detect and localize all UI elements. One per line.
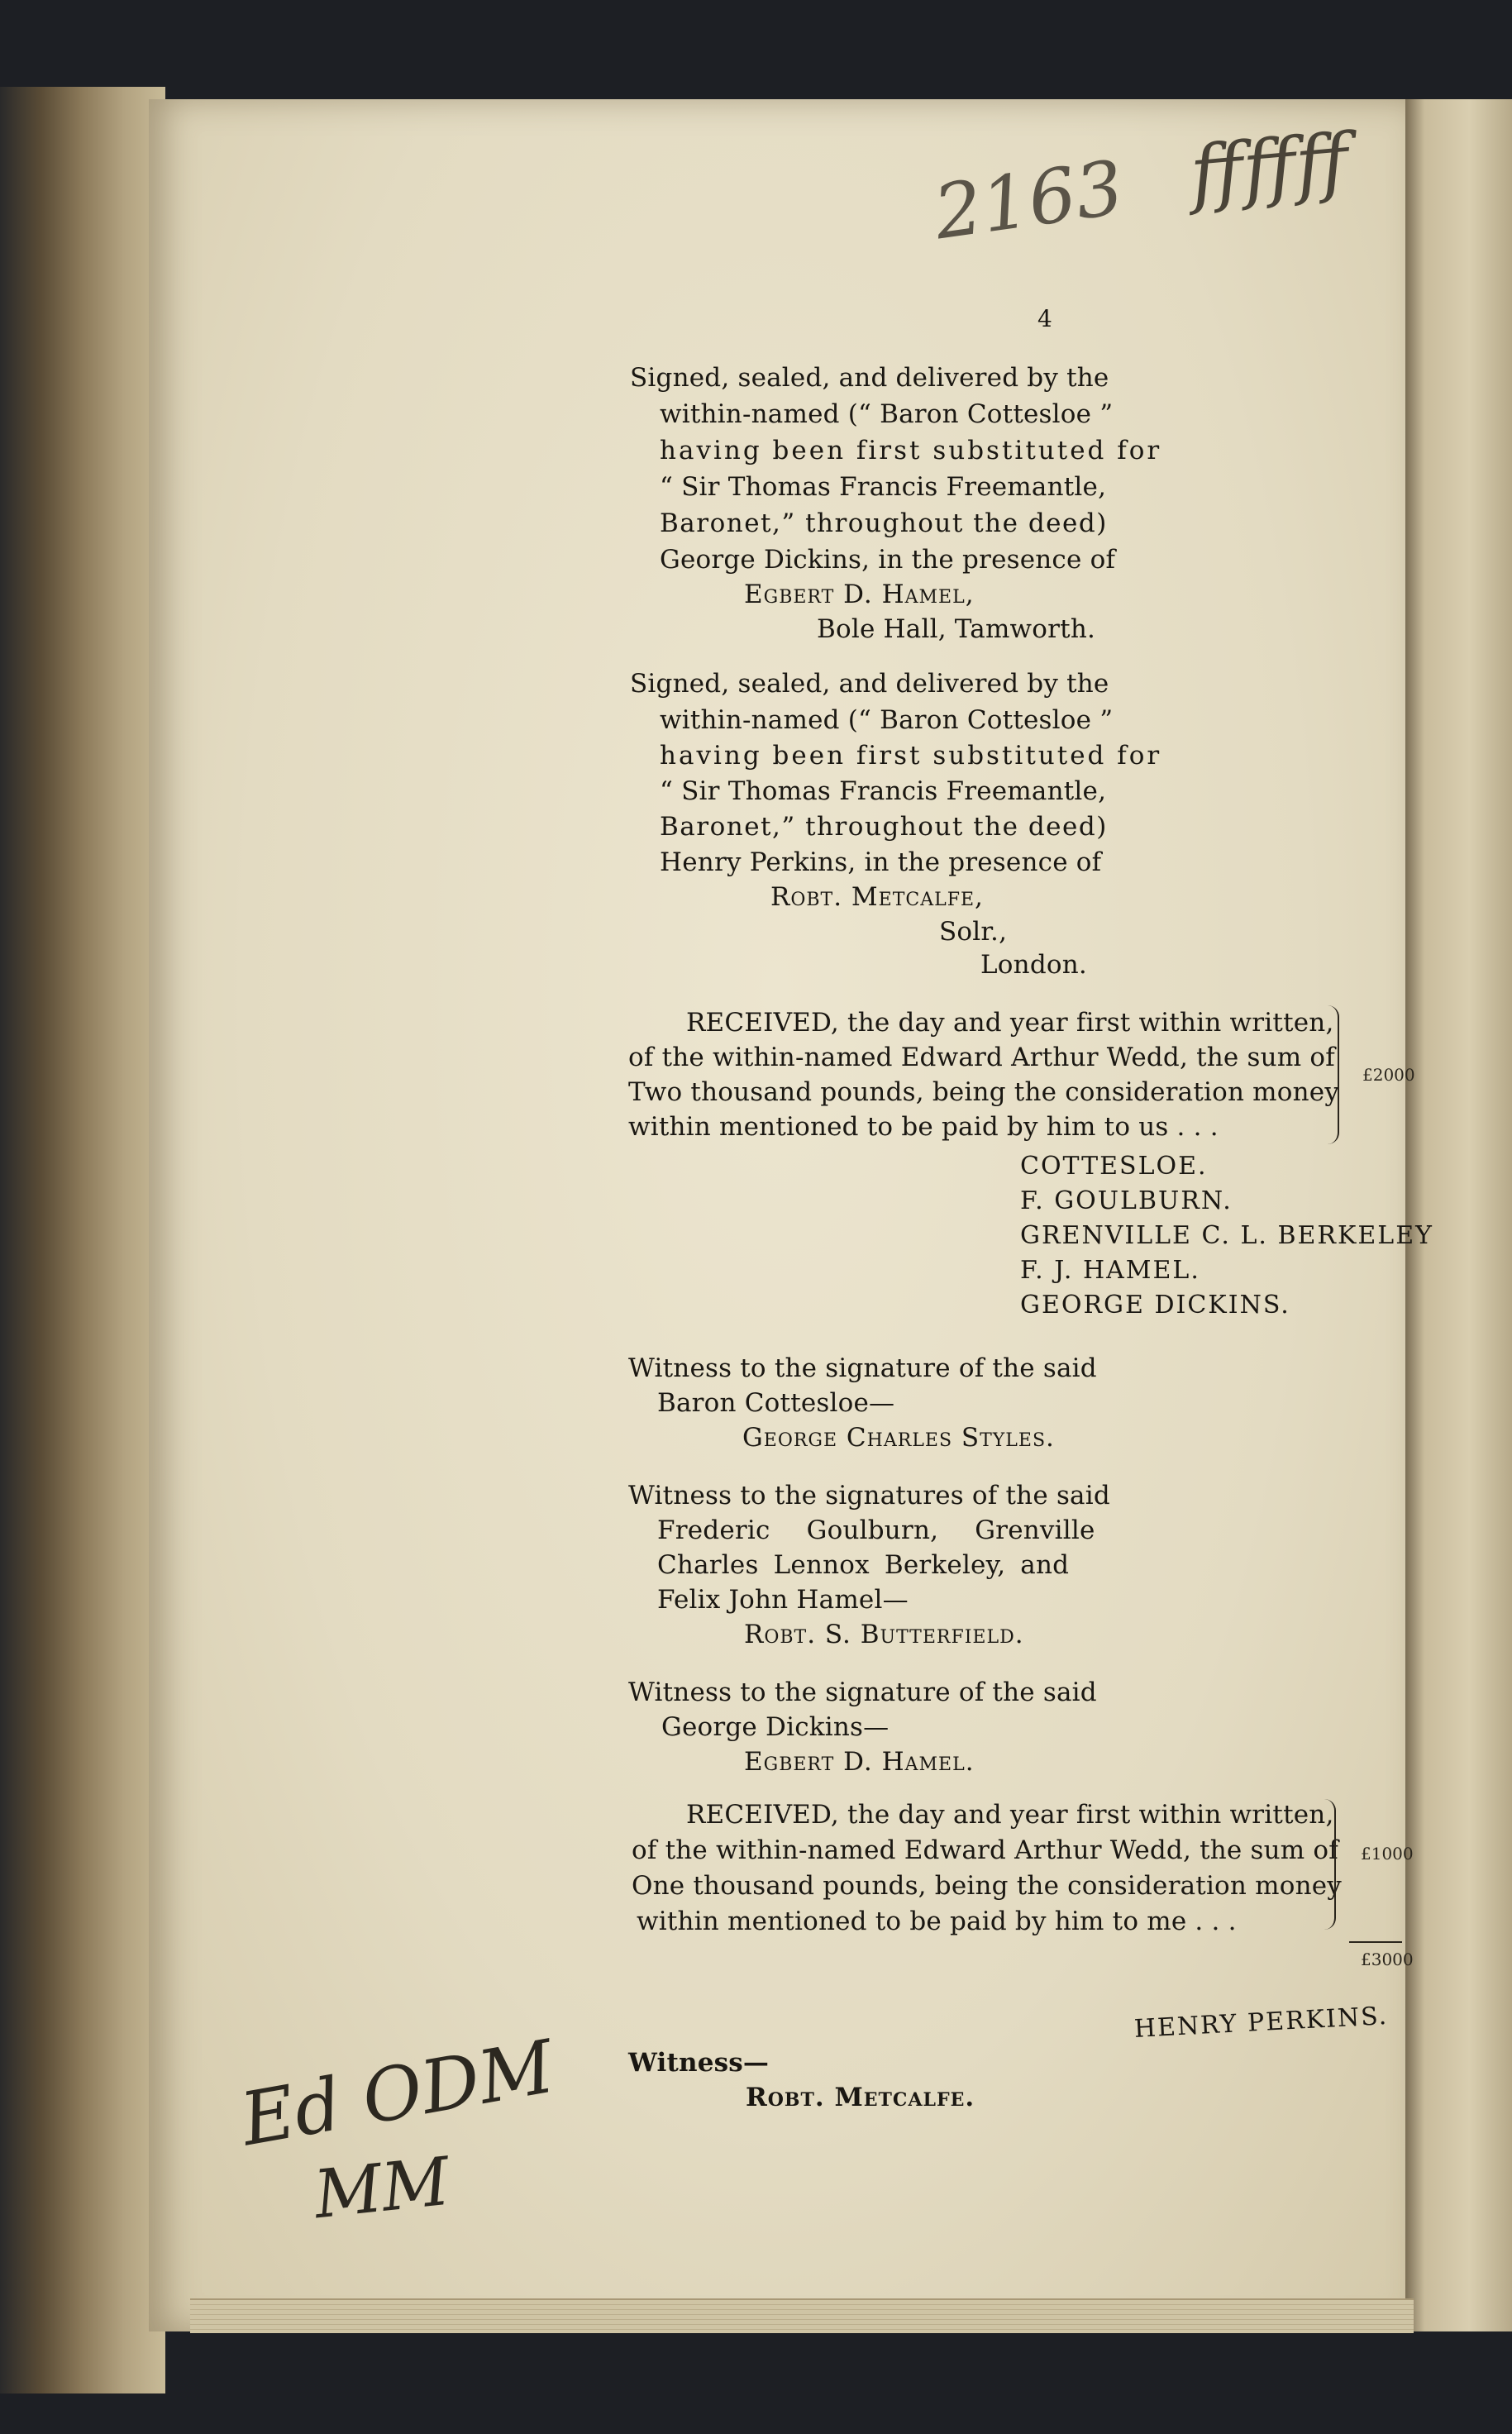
document-page [149,99,1405,2331]
block2-line: Signed, sealed, and delivered by the [630,669,1109,699]
block2-witness-city: London. [980,950,1087,980]
page-number: 4 [1037,305,1053,332]
signatory: F. GOULBURN. [1020,1186,1233,1215]
signatory: F. J. HAMEL. [1020,1256,1200,1285]
signatory: GEORGE DICKINS. [1020,1291,1290,1320]
block2-witness-title: Solr., [939,917,1008,947]
handwritten-initials-line1: Ed ODM [234,2023,560,2163]
block1-line: Signed, sealed, and delivered by the [630,363,1109,393]
witness2-name: Robt. S. Butterfield. [744,1620,1024,1649]
witness4-name: Robt. Metcalfe. [746,2083,975,2112]
receipt1-brace [1326,1005,1339,1144]
book-binding [0,87,165,2393]
witness3-line: Witness to the signature of the said [628,1678,1097,1707]
receipt2-line: RECEIVED, the day and year first within written, [686,1800,1334,1830]
witness2-line: Charles Lennox Berkeley, and [657,1550,1070,1580]
witness4-label: Witness— [628,2048,770,2078]
pencil-note-number: 2163 [928,144,1129,257]
receipt2-total: £3000 [1361,1950,1414,1969]
total-rule [1349,1941,1402,1943]
signatory: GRENVILLE C. L. BERKELEY [1020,1221,1433,1250]
block1-witness-name: Egbert D. Hamel, [744,580,975,609]
receipt1-line: of the within-named Edward Arthur Wedd, the sum of [628,1043,1335,1072]
block2-line: having been first substituted for [660,741,1162,771]
witness1-line: Baron Cottesloe— [657,1388,895,1418]
block2-line: Henry Perkins, in the presence of [660,847,1102,877]
page-stack-edges [190,2298,1414,2333]
receipt2-line: One thousand pounds, being the consideration money [632,1871,1343,1901]
receipt2-line: within mentioned to be paid by him to me . . . [637,1907,1237,1936]
block2-witness-name: Robt. Metcalfe, [770,882,984,912]
block2-line: within-named (“ Baron Cottesloe ” [660,705,1114,735]
receipt2-line: of the within-named Edward Arthur Wedd, the sum of [632,1835,1338,1865]
block2-line: Baronet,” throughout the deed) [660,812,1108,842]
block1-line: having been first substituted for [660,436,1162,465]
witness3-name: Egbert D. Hamel. [744,1747,975,1777]
next-page-edge [1405,99,1512,2331]
receipt1-line: within mentioned to be paid by him to us . . . [628,1112,1219,1142]
pencil-note-initials: ffffff [1186,117,1352,218]
block2-line: “ Sir Thomas Francis Freemantle, [660,776,1107,806]
signatory: COTTESLOE. [1020,1152,1208,1181]
receipt1-line: RECEIVED, the day and year first within written, [686,1008,1334,1038]
receipt1-line: Two thousand pounds, being the consideration money [628,1077,1340,1107]
block1-line: within-named (“ Baron Cottesloe ” [660,399,1114,429]
witness2-line: Witness to the signatures of the said [628,1481,1110,1511]
block1-line: “ Sir Thomas Francis Freemantle, [660,472,1107,502]
block1-line: Baronet,” throughout the deed) [660,508,1108,538]
witness1-name: George Charles Styles. [742,1423,1055,1453]
witness2-line: Frederic Goulburn, Grenville [657,1515,1095,1545]
handwritten-initials-line2: MM [310,2142,454,2234]
receipt2-brace [1323,1799,1336,1930]
block1-line: George Dickins, in the presence of [660,545,1116,575]
witness3-line: George Dickins— [661,1712,890,1742]
block1-witness-address: Bole Hall, Tamworth. [817,614,1096,644]
witness1-line: Witness to the signature of the said [628,1353,1097,1383]
receipt2-amount: £1000 [1361,1844,1414,1864]
receipt1-amount: £2000 [1362,1065,1415,1085]
signatory-henry-perkins: HENRY PERKINS. [1133,2001,1389,2044]
witness2-line: Felix John Hamel— [657,1585,909,1615]
